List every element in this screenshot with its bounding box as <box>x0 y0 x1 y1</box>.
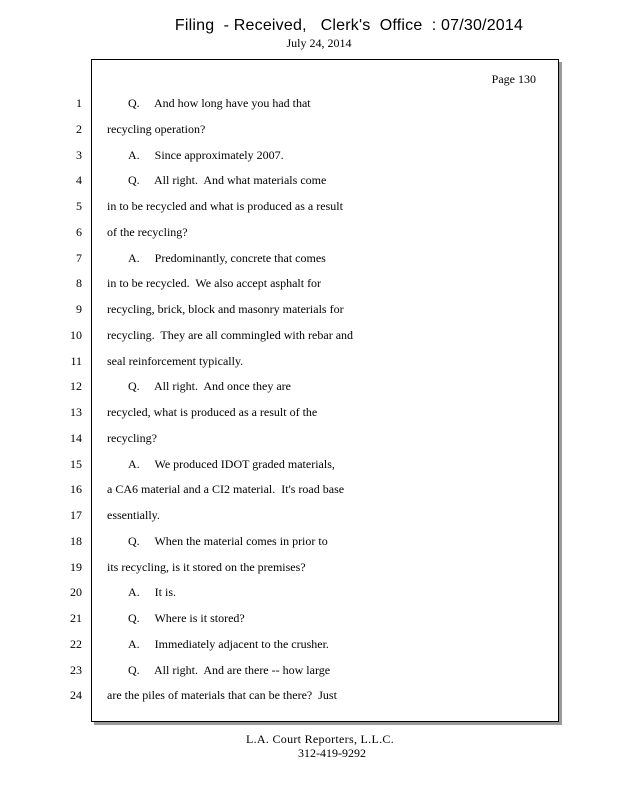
transcript-line: a CA6 material and a CI2 material. It's road base <box>107 482 345 496</box>
transcript-line: A. Immediately adjacent to the crusher. <box>128 637 329 651</box>
filing-stamp: Filing - Received, Clerk's Office : 07/30/2014 <box>174 17 524 34</box>
transcript-line: A. Predominantly, concrete that comes <box>128 251 326 265</box>
line-number: 7 <box>76 251 82 265</box>
line-number: 24 <box>70 688 82 702</box>
transcript-line: of the recycling? <box>107 225 188 239</box>
transcript-line: A. We produced IDOT graded materials, <box>128 457 335 471</box>
page-number: Page 130 <box>491 72 536 86</box>
line-number: 19 <box>70 560 82 574</box>
footer-company: L.A. Court Reporters, L.L.C. <box>245 732 395 746</box>
transcript-line: recycling operation? <box>107 122 206 136</box>
line-number: 8 <box>76 276 82 290</box>
transcript-line: recycling. They are all commingled with rebar and <box>107 328 354 342</box>
line-number: 4 <box>76 173 82 187</box>
transcript-line: seal reinforcement typically. <box>107 354 244 368</box>
transcript-line: Q. Where is it stored? <box>128 611 245 625</box>
line-number: 21 <box>70 611 82 625</box>
line-number: 2 <box>76 122 82 136</box>
line-number: 16 <box>70 482 82 496</box>
transcript-line: its recycling, is it stored on the premises? <box>107 560 306 574</box>
transcript-date: July 24, 2014 <box>286 36 352 50</box>
transcript-line: recycling? <box>107 431 157 445</box>
transcript-line: essentially. <box>107 508 160 522</box>
line-number: 5 <box>76 199 82 213</box>
transcript-line: A. It is. <box>128 585 176 599</box>
footer-phone: 312-419-9292 <box>298 746 366 760</box>
transcript-line: Q. All right. And what materials come <box>128 173 327 187</box>
transcript-line: Q. All right. And once they are <box>128 379 291 393</box>
line-number: 23 <box>70 663 82 677</box>
line-number: 22 <box>70 637 82 651</box>
line-number: 15 <box>70 457 82 471</box>
transcript-line: recycled, what is produced as a result of the <box>107 405 318 419</box>
line-number: 11 <box>70 354 82 368</box>
line-number: 14 <box>70 431 82 445</box>
line-number: 9 <box>76 302 82 316</box>
line-number: 1 <box>76 96 82 110</box>
transcript-line: Q. When the material comes in prior to <box>128 534 328 548</box>
transcript-line: are the piles of materials that can be there? Just <box>107 688 337 702</box>
line-number: 10 <box>70 328 82 342</box>
line-number: 6 <box>76 225 82 239</box>
transcript-line: Q. And how long have you had that <box>128 96 311 110</box>
line-number: 3 <box>76 148 82 162</box>
line-number: 13 <box>70 405 82 419</box>
line-number: 12 <box>70 379 82 393</box>
line-number: 17 <box>70 508 82 522</box>
transcript-line: in to be recycled and what is produced as a result <box>107 199 343 213</box>
transcript-line: recycling, brick, block and masonry materials for <box>107 302 344 316</box>
transcript-line: in to be recycled. We also accept asphalt for <box>107 276 322 290</box>
line-number: 18 <box>70 534 82 548</box>
transcript-line: A. Since approximately 2007. <box>128 148 284 162</box>
transcript-line: Q. All right. And are there -- how large <box>128 663 331 677</box>
line-number: 20 <box>70 585 82 599</box>
